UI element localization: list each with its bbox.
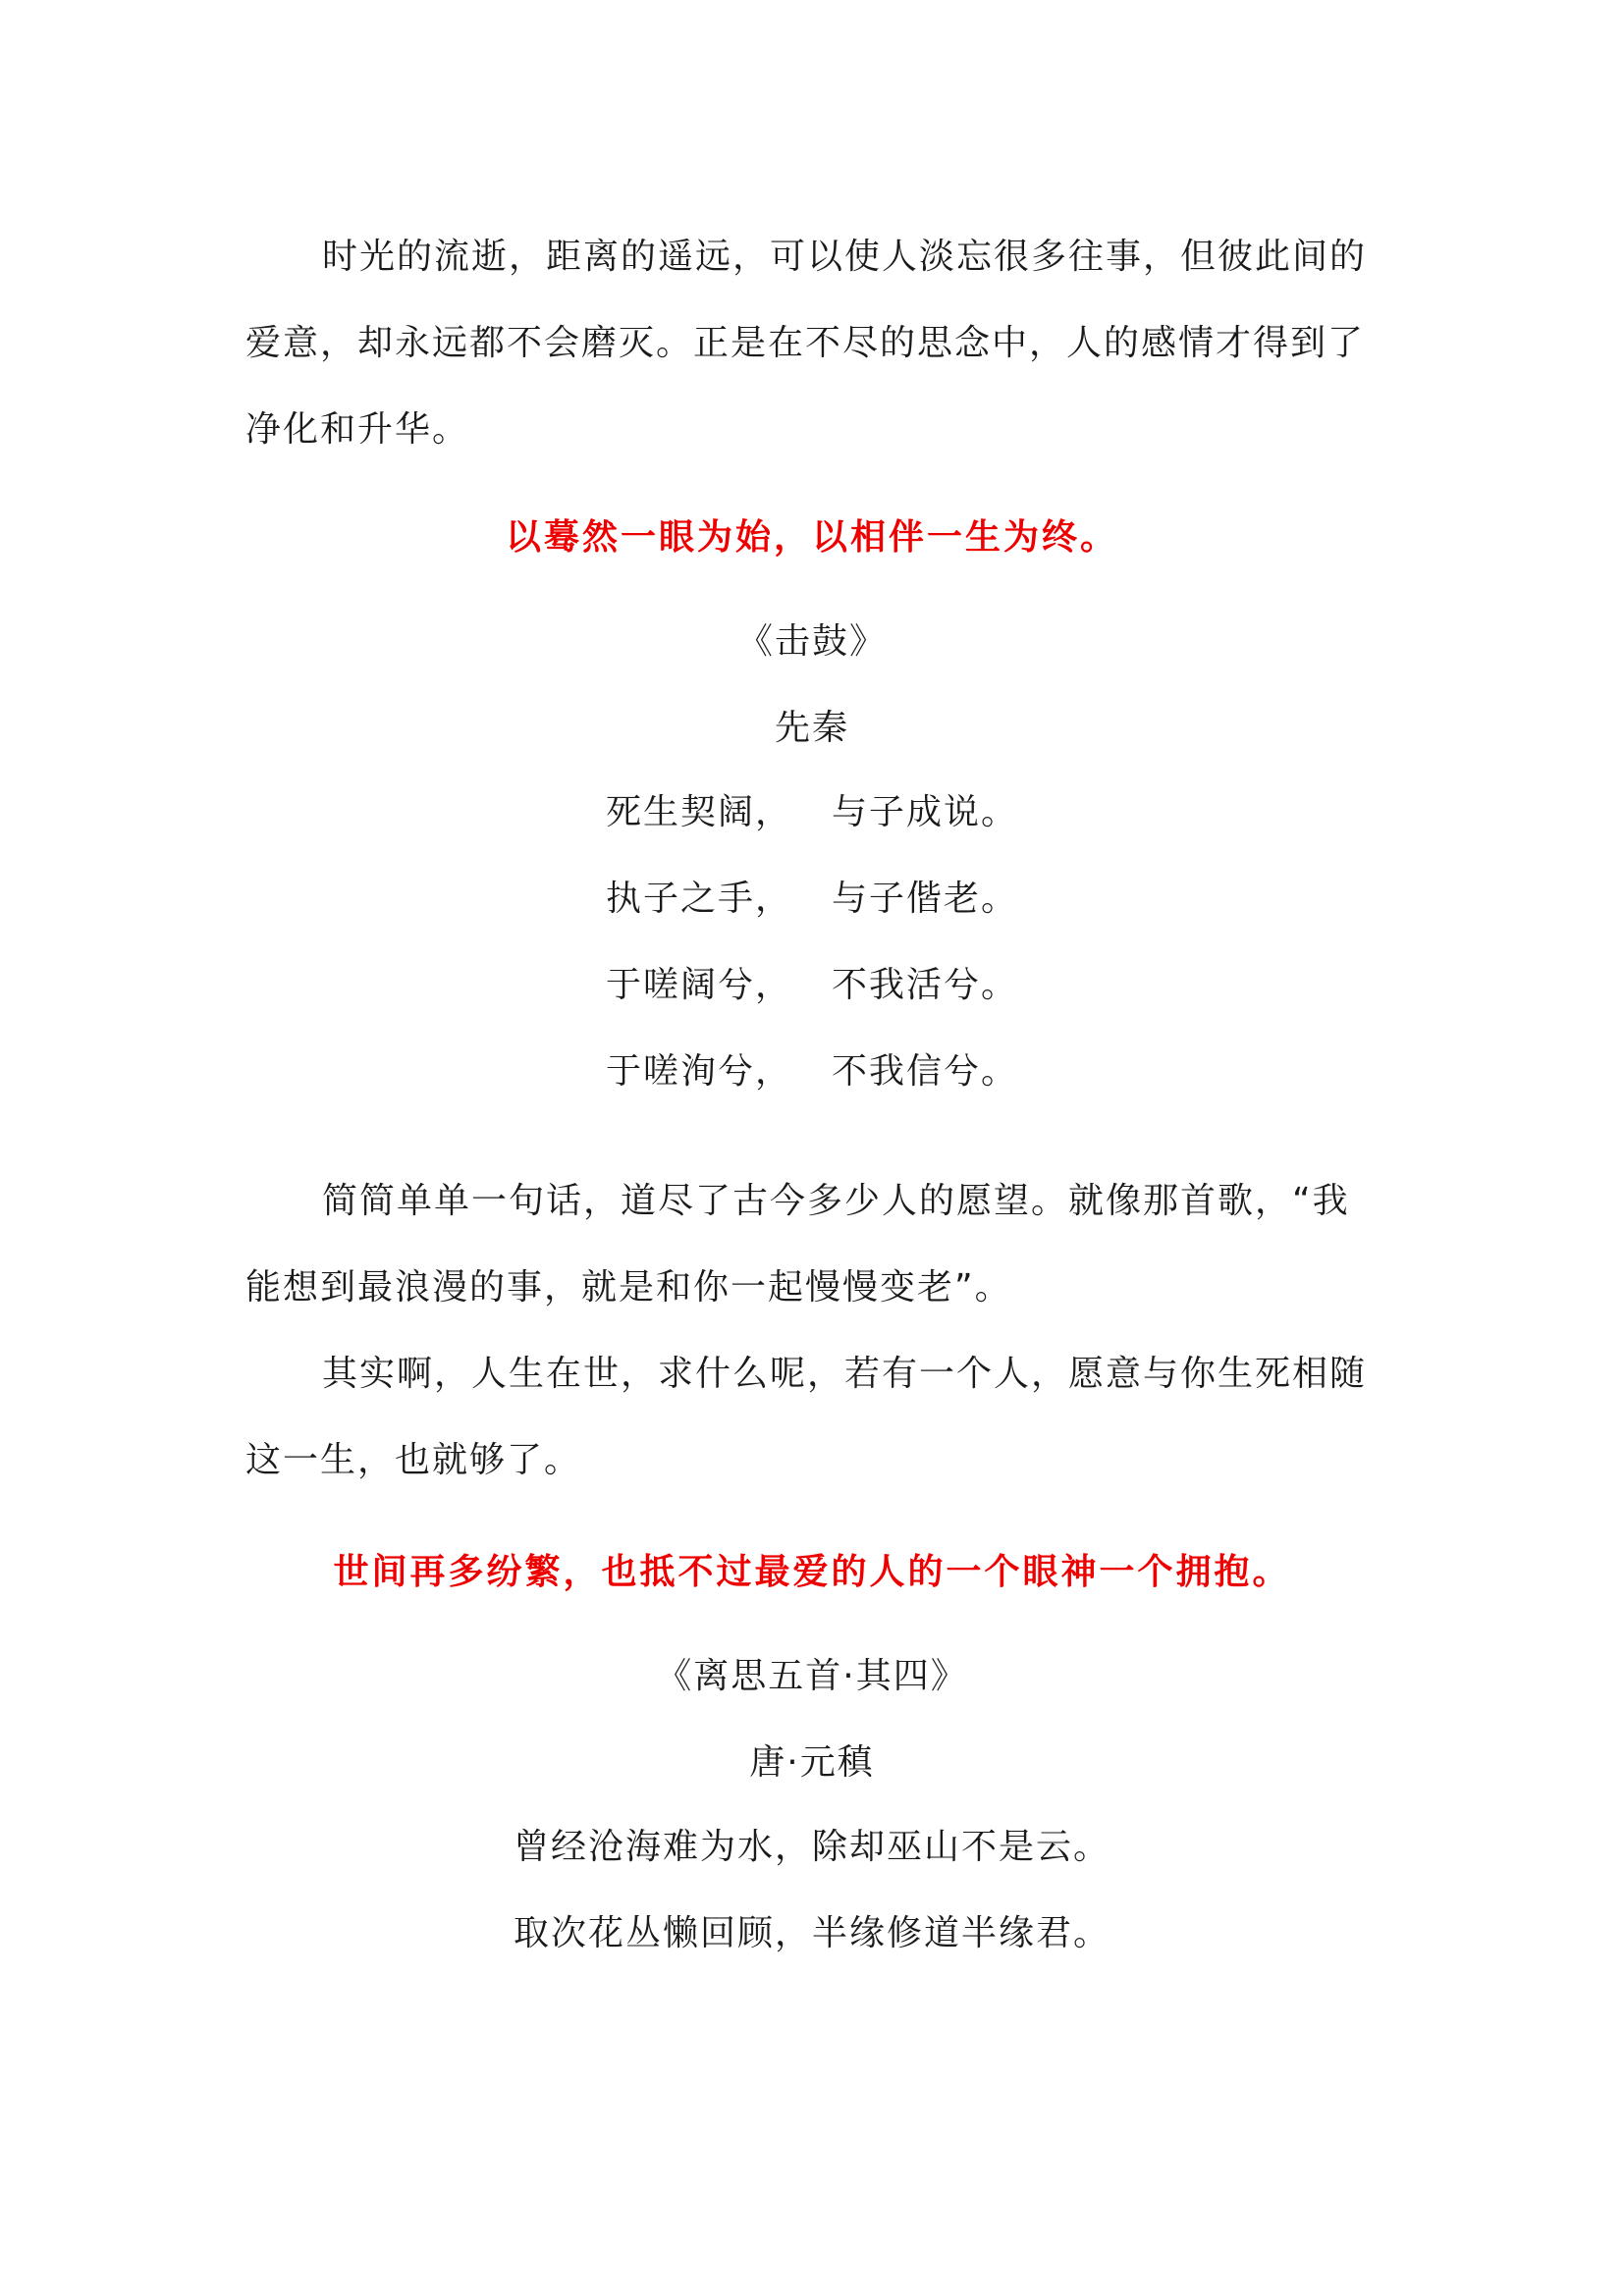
poem-1-verse-4 (0, 1050, 1624, 1094)
highlight-quote-1: 以蓦然一眼为始，以相伴一生为终。 (505, 517, 1118, 558)
paragraph-1-line-2: 爱意，却永远都不会磨灭。正是在不尽的思念中，人的感情才得到了 (245, 323, 1366, 363)
verse-first-half: 于嗟洵兮， (605, 1051, 792, 1092)
paragraph-2-line-1: 简简单单一句话，道尽了古今多少人的愿望。就像那首歌，“我 (322, 1181, 1350, 1221)
verse-first-half: 死生契阔， (605, 792, 792, 832)
poem-2-verse-2: 取次花丛懒回顾，半缘修道半缘君。 (513, 1913, 1110, 1953)
poem-1-author: 先秦 (774, 708, 849, 748)
paragraph-3-line-1: 其实啊，人生在世，求什么呢，若有一个人，愿意与你生死相随 (322, 1354, 1368, 1394)
poem-1-verse-3 (0, 964, 1624, 1007)
poem-2-title: 《离思五首·其四》 (656, 1656, 968, 1696)
poem-1-title: 《击鼓》 (736, 621, 887, 662)
poem-2-author: 唐·元稹 (749, 1742, 875, 1783)
verse-second-half: 不我信兮。 (832, 1051, 1019, 1092)
highlight-quote-2: 世间再多纷繁，也抵不过最爱的人的一个眼神一个拥抱。 (333, 1552, 1291, 1592)
poem-1-verse-2 (0, 878, 1624, 921)
paragraph-1-line-3: 净化和升华。 (245, 409, 470, 450)
paragraph-1-line-1: 时光的流逝，距离的遥远，可以使人淡忘很多往事，但彼此间的 (322, 237, 1368, 277)
verse-first-half: 执子之手， (605, 879, 792, 919)
poem-1-verse-1 (0, 791, 1624, 834)
verse-second-half: 不我活兮。 (832, 965, 1019, 1005)
paragraph-2-line-2: 能想到最浪漫的事，就是和你一起慢慢变老”。 (245, 1267, 1012, 1308)
verse-second-half: 与子偕老。 (832, 879, 1019, 919)
poem-2-verse-1: 曾经沧海难为水，除却巫山不是云。 (513, 1827, 1110, 1867)
paragraph-3-line-2: 这一生，也就够了。 (245, 1440, 582, 1480)
verse-second-half: 与子成说。 (832, 792, 1019, 832)
verse-first-half: 于嗟阔兮， (605, 965, 792, 1005)
